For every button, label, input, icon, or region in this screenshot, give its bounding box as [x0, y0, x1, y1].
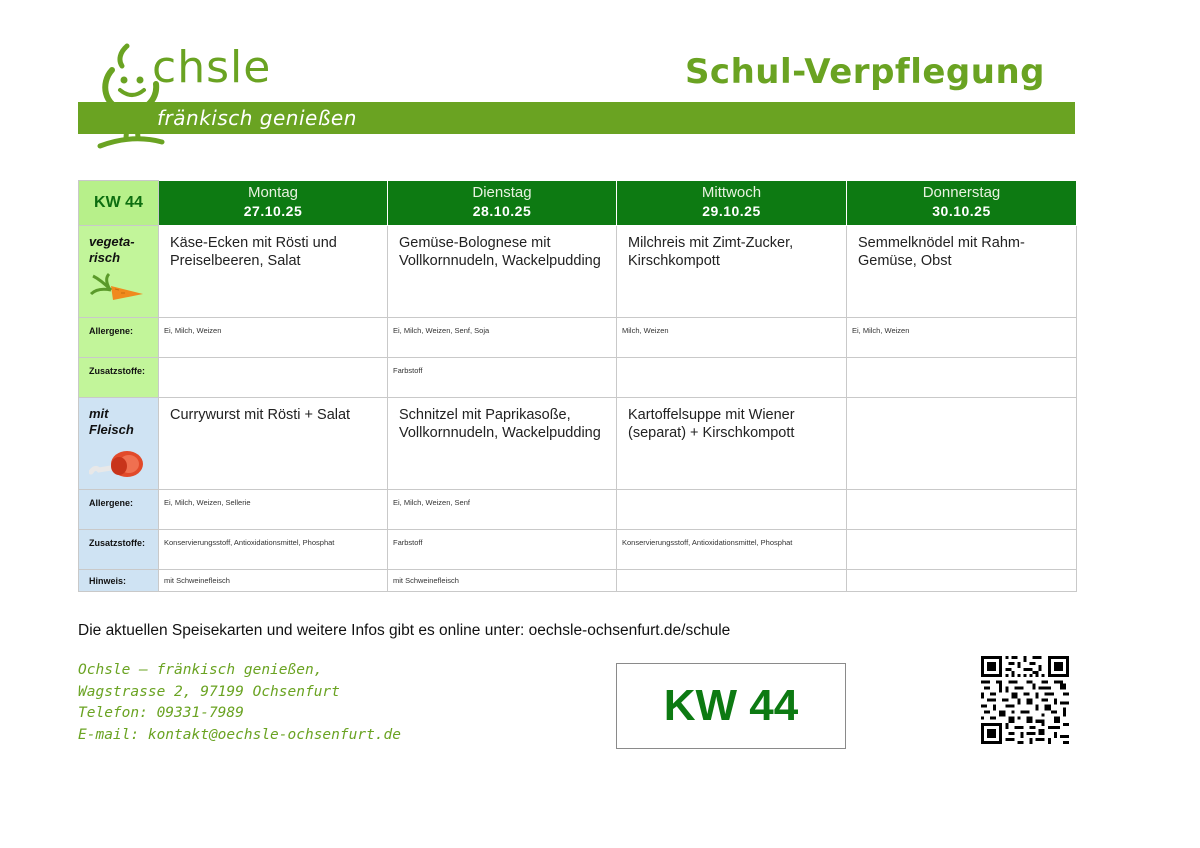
table-row — [79, 226, 1077, 318]
hinweis-text — [847, 570, 1076, 576]
address-block — [78, 660, 401, 746]
table-row — [79, 490, 1077, 530]
day-date: 27.10.25 — [243, 203, 303, 219]
dish-cell — [388, 398, 617, 490]
dish-cell — [847, 398, 1077, 490]
zusatz-text: Konservierungsstoff, Antioxidationsmittel, Phosphat — [622, 538, 793, 547]
allergene-text — [617, 490, 846, 498]
category-vegetarian — [79, 226, 159, 318]
table-header-row — [79, 181, 1077, 226]
day-header — [847, 181, 1077, 226]
allergene-text: Milch, Weizen — [622, 326, 669, 335]
allergene-text: Ei, Milch, Weizen — [164, 326, 222, 335]
address-line: Wagstrasse 2, 97199 Ochsenfurt — [78, 683, 340, 700]
allergene-text: Ei, Milch, Weizen, Sellerie — [164, 498, 251, 507]
page-title: Schul-Verpflegung — [684, 52, 1045, 92]
zusatz-text: Farbstoff — [393, 538, 423, 547]
day-date: 29.10.25 — [702, 203, 761, 219]
zusatz-text — [617, 358, 846, 366]
category-label: vegeta- — [89, 234, 135, 249]
qr-code-icon[interactable] — [978, 656, 1072, 744]
carrot-icon — [89, 272, 145, 306]
dish-cell — [617, 398, 847, 490]
allergene-text — [847, 490, 1076, 498]
category-label: mit — [89, 406, 109, 421]
menu-table — [78, 180, 1077, 592]
table-row — [79, 318, 1077, 358]
brand-name: chsle — [152, 42, 272, 93]
table-row — [79, 570, 1077, 592]
day-header — [159, 181, 388, 226]
allergene-text: Ei, Milch, Weizen — [852, 326, 910, 335]
category-label: risch — [89, 250, 121, 265]
day-name: Mittwoch — [701, 184, 762, 201]
dish-text: Schnitzel mit Paprikasoße, Vollkornnudeln, Wackelpudding — [399, 407, 601, 441]
zusatz-label: Zusatzstoffe: — [89, 366, 145, 376]
dish-text: Kartoffelsuppe mit Wiener (separat) + Kirschkompott — [628, 407, 795, 441]
dish-text: Käse-Ecken mit Rösti und Preiselbeeren, Salat — [170, 235, 337, 269]
address-line: E-mail: kontakt@oechsle-ochsenfurt.de — [78, 726, 402, 743]
allergene-label: Allergene: — [89, 326, 134, 336]
dish-cell — [847, 226, 1077, 318]
dish-cell — [388, 226, 617, 318]
zusatz-text — [159, 358, 387, 366]
allergene-text: Ei, Milch, Weizen, Senf — [393, 498, 470, 507]
table-row — [79, 358, 1077, 398]
day-header — [388, 181, 617, 226]
dish-text — [847, 398, 1076, 406]
day-name: Donnerstag — [922, 184, 1001, 201]
zusatz-label: Zusatzstoffe: — [89, 538, 145, 548]
day-date: 30.10.25 — [932, 203, 991, 219]
dish-text: Semmelknödel mit Rahm-Gemüse, Obst — [858, 235, 1025, 269]
tagline: fränkisch genießen — [157, 106, 357, 130]
zusatz-text: Farbstoff — [393, 366, 423, 375]
day-name: Montag — [247, 184, 299, 201]
dish-text: Milchreis mit Zimt-Zucker, Kirschkompott — [628, 235, 794, 269]
address-line: Telefon: 09331-7989 — [78, 705, 244, 721]
table-row — [79, 398, 1077, 490]
address-line: Ochsle – fränkisch genießen, — [78, 662, 323, 678]
day-header — [617, 181, 847, 226]
week-box-label: KW 44 — [663, 681, 799, 730]
category-meat — [79, 398, 159, 490]
week-box — [616, 663, 846, 749]
ham-icon — [89, 444, 145, 480]
dish-text: Gemüse-Bolognese mit Vollkornnudeln, Wackelpudding — [399, 235, 601, 269]
week-label: KW 44 — [79, 181, 159, 226]
category-label: Fleisch — [89, 422, 134, 437]
dish-cell — [159, 226, 388, 318]
table-row — [79, 530, 1077, 570]
dish-cell — [617, 226, 847, 318]
hinweis-text: mit Schweinefleisch — [393, 576, 459, 585]
hinweis-label: Hinweis: — [89, 576, 127, 586]
dish-cell — [159, 398, 388, 490]
online-info: Die aktuellen Speisekarten und weitere Infos gibt es online unter: oechsle-ochsenfurt.de/schule — [78, 622, 731, 639]
day-name: Dienstag — [472, 184, 532, 201]
zusatz-text: Konservierungsstoff, Antioxidationsmittel, Phosphat — [164, 538, 335, 547]
allergene-label: Allergene: — [89, 498, 134, 508]
zusatz-text — [847, 530, 1076, 538]
dish-text: Currywurst mit Rösti + Salat — [170, 407, 351, 423]
zusatz-text — [847, 358, 1076, 366]
allergene-text: Ei, Milch, Weizen, Senf, Soja — [393, 326, 490, 335]
hinweis-text — [617, 570, 846, 576]
hinweis-text: mit Schweinefleisch — [164, 576, 230, 585]
day-date: 28.10.25 — [472, 203, 532, 219]
